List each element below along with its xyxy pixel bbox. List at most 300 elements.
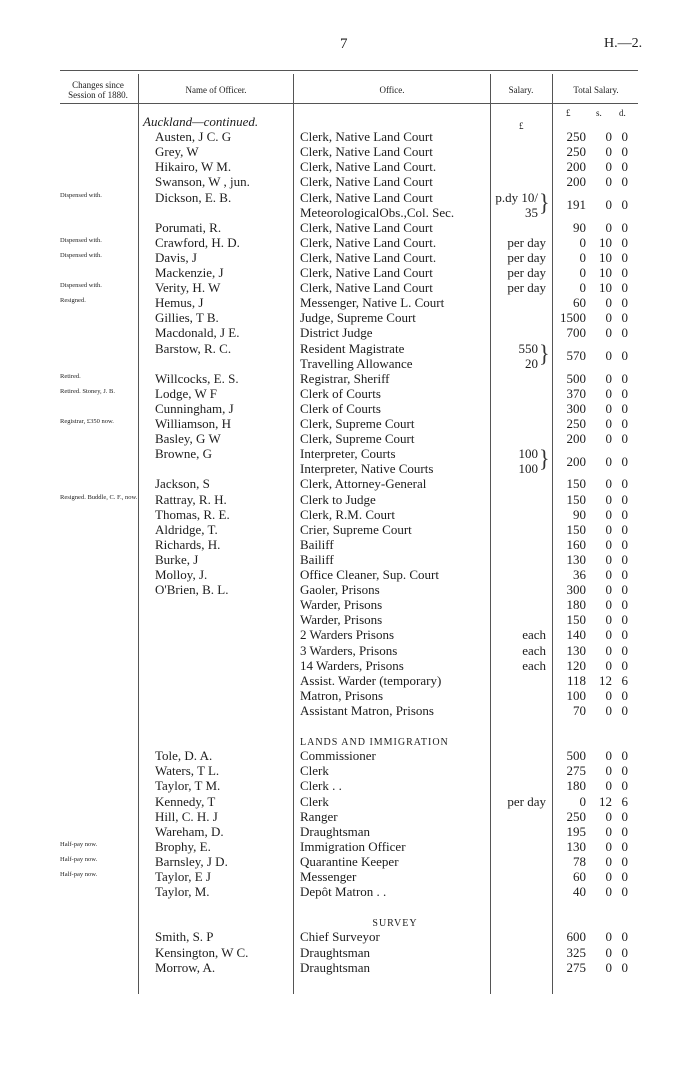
salary-value: each	[522, 657, 546, 673]
total-pounds: 150	[566, 491, 586, 507]
office-title: Crier, Supreme Court	[300, 521, 412, 537]
officer-name: Dickson, E. B.	[155, 189, 232, 205]
office-title: 14 Warders, Prisons	[300, 657, 404, 673]
table-row	[0, 884, 700, 899]
total-shillings: 0	[605, 325, 612, 341]
column-header-office: Office.	[379, 85, 405, 95]
total-shillings: 0	[605, 567, 612, 582]
total-pence: 0	[621, 551, 628, 567]
total-pounds: 60	[573, 869, 586, 884]
total-pence: 0	[621, 657, 628, 673]
salary-unit: £	[519, 121, 524, 131]
office-title: Clerk, Native Land Court	[300, 144, 433, 160]
total-pounds: 78	[573, 853, 586, 869]
pence-unit: d.	[619, 108, 626, 118]
total-pounds: 160	[566, 536, 586, 552]
table-row	[0, 265, 700, 280]
officer-name: Kensington, W C.	[155, 944, 249, 960]
total-pence: 0	[621, 144, 628, 160]
table-row	[0, 839, 700, 854]
column-header-salary: Salary.	[508, 85, 534, 95]
salary-value: 100	[518, 446, 538, 462]
salary-value: per day	[507, 793, 546, 809]
officer-name: Richards, H.	[155, 536, 221, 552]
office-title: Clerk, Supreme Court	[300, 416, 415, 431]
office-title: Matron, Prisons	[300, 687, 384, 703]
total-pounds: 200	[566, 174, 586, 190]
table-row-total	[0, 454, 700, 469]
table-row	[0, 416, 700, 431]
column-header-name: Name of Officer.	[185, 85, 247, 95]
total-pence: 0	[621, 944, 628, 960]
officer-name: Burke, J	[155, 551, 199, 567]
total-shillings: 0	[605, 884, 612, 900]
officer-name: Hill, C. H. J	[155, 808, 218, 824]
office-title: 2 Warders Prisons	[300, 627, 395, 643]
office-title: Quarantine Keeper	[300, 853, 399, 869]
salary-value: each	[522, 642, 546, 658]
total-shillings: 0	[605, 823, 612, 839]
table-row	[0, 386, 700, 401]
officer-name: O'Brien, B. L.	[155, 582, 229, 598]
table-row	[0, 748, 700, 763]
table-row	[0, 552, 700, 567]
total-pence: 0	[621, 348, 628, 364]
office-title: Clerk	[300, 763, 329, 779]
total-shillings: 0	[605, 295, 612, 311]
office-title: Clerk, Native Land Court	[300, 280, 433, 296]
officer-name: Hikairo, W M.	[155, 159, 232, 175]
table-row	[0, 778, 700, 793]
total-pence: 0	[621, 416, 628, 431]
officer-name: Wareham, D.	[155, 823, 224, 839]
section-heading	[0, 114, 700, 129]
pounds-unit: £	[566, 108, 571, 118]
total-pounds: 90	[573, 506, 586, 522]
office-title: District Judge	[300, 325, 373, 341]
total-pounds: 100	[566, 687, 586, 703]
officer-name: Taylor, T M.	[155, 778, 221, 794]
total-pence: 0	[621, 884, 628, 900]
shillings-unit: s.	[596, 108, 602, 118]
table-row	[0, 869, 700, 884]
officer-name: Smith, S. P	[155, 929, 214, 945]
salary-value: 20	[525, 355, 538, 371]
table-row	[0, 492, 700, 507]
total-pounds: 275	[566, 763, 586, 779]
total-pounds: 60	[573, 295, 586, 311]
total-pounds: 300	[566, 582, 586, 598]
total-pence: 0	[621, 159, 628, 175]
total-pence: 0	[621, 597, 628, 613]
change-note: Half-pay now.	[60, 855, 98, 863]
total-pence: 0	[621, 853, 628, 869]
total-pounds: 140	[566, 627, 586, 643]
office-title: Clerk, Native Land Court	[300, 219, 433, 235]
salary-value: per day	[507, 249, 546, 265]
total-shillings: 0	[605, 476, 612, 492]
total-pence: 0	[621, 431, 628, 447]
salary-value: per day	[507, 265, 546, 280]
total-pounds: 200	[566, 453, 586, 469]
total-pence: 0	[621, 748, 628, 764]
change-note: Dispensed with.	[60, 236, 102, 244]
table-row-total	[0, 197, 700, 212]
total-pence: 0	[621, 536, 628, 552]
total-pence: 0	[621, 521, 628, 537]
table-row	[0, 371, 700, 386]
office-title: Messenger	[300, 869, 357, 884]
column-header-changes: Changes since Session of 1880.	[68, 80, 128, 100]
total-pence: 0	[621, 838, 628, 854]
total-pounds: 200	[566, 431, 586, 447]
total-pounds: 180	[566, 778, 586, 794]
total-pounds: 325	[566, 944, 586, 960]
officer-name: Willcocks, E. S.	[155, 370, 239, 386]
total-shillings: 0	[605, 642, 612, 658]
officer-name: Molloy, J.	[155, 567, 208, 582]
column-header-total: Total Salary.	[573, 85, 619, 95]
total-shillings: 0	[605, 838, 612, 854]
table-row	[0, 567, 700, 582]
officer-name: Rattray, R. H.	[155, 491, 227, 507]
table-row	[0, 250, 700, 265]
total-pence: 0	[621, 506, 628, 522]
total-pence: 0	[621, 959, 628, 975]
office-title: Clerk, Attorney-General	[300, 476, 427, 492]
total-pounds: 195	[566, 823, 586, 839]
page-number: 7	[340, 36, 348, 52]
total-pence: 0	[621, 476, 628, 492]
table-row	[0, 537, 700, 552]
total-shillings: 0	[605, 219, 612, 235]
total-shillings: 0	[605, 869, 612, 884]
section-title-text: SURVEY	[372, 918, 418, 930]
total-shillings: 0	[605, 778, 612, 794]
section-title-text: LANDS AND IMMIGRATION	[300, 737, 449, 749]
salary-value: each	[522, 627, 546, 643]
office-title: Draughtsman	[300, 944, 371, 960]
office-title: Assist. Warder (temporary)	[300, 672, 442, 688]
total-pence: 0	[621, 197, 628, 213]
total-pounds: 1500	[560, 310, 586, 326]
office-title: Clerk, Supreme Court	[300, 431, 415, 447]
total-pounds: 570	[566, 348, 586, 364]
total-shillings: 0	[605, 400, 612, 416]
change-note: Dispensed with.	[60, 251, 102, 259]
office-title: Clerk, Native Land Court.	[300, 234, 437, 250]
officer-name: Taylor, M.	[155, 884, 210, 900]
table-row	[0, 431, 700, 446]
office-title: Interpreter, Native Courts	[300, 461, 434, 477]
total-shillings: 10	[599, 234, 612, 250]
office-title: Clerk, Native Land Court.	[300, 249, 437, 265]
change-note: Half-pay now.	[60, 871, 98, 878]
officer-name: Kennedy, T	[155, 793, 216, 809]
office-title: Clerk, Native Land Court	[300, 174, 433, 190]
total-shillings: 10	[599, 265, 612, 280]
change-note: Dispensed with.	[60, 282, 102, 290]
officer-name: Browne, G	[155, 446, 213, 462]
total-pounds: 0	[579, 793, 586, 809]
total-shillings: 0	[605, 431, 612, 447]
total-shillings: 0	[605, 808, 612, 824]
total-shillings: 0	[605, 453, 612, 469]
total-pounds: 0	[579, 280, 586, 296]
total-pounds: 200	[566, 159, 586, 175]
total-pence: 0	[621, 219, 628, 235]
total-pence: 0	[621, 295, 628, 311]
office-title: Depôt Matron . .	[300, 884, 387, 900]
table-row	[0, 703, 700, 718]
total-pounds: 250	[566, 129, 586, 145]
salary-value: 35	[525, 204, 538, 220]
total-shillings: 0	[605, 310, 612, 326]
table-row	[0, 174, 700, 189]
total-pounds: 90	[573, 219, 586, 235]
total-pounds: 40	[573, 884, 586, 900]
total-shillings: 0	[605, 416, 612, 431]
table-row	[0, 658, 700, 673]
total-shillings: 0	[605, 929, 612, 945]
total-pounds: 500	[566, 370, 586, 386]
table-row	[0, 612, 700, 627]
total-pounds: 0	[579, 249, 586, 265]
table-row-total	[0, 348, 700, 363]
office-title: Office Cleaner, Sup. Court	[300, 567, 439, 582]
officer-name: Aldridge, T.	[155, 521, 218, 537]
total-pounds: 300	[566, 400, 586, 416]
total-pence: 0	[621, 400, 628, 416]
office-title: Ranger	[300, 808, 338, 824]
table-row	[0, 794, 700, 809]
total-shillings: 0	[605, 129, 612, 145]
officer-name: Hemus, J	[155, 295, 204, 311]
total-pence: 0	[621, 582, 628, 598]
salary-value: 550	[518, 340, 538, 356]
total-shillings: 0	[605, 348, 612, 364]
officer-name: Williamson, H	[155, 416, 232, 431]
total-shillings: 0	[605, 853, 612, 869]
table-row	[0, 960, 700, 975]
officer-name: Thomas, R. E.	[155, 506, 230, 522]
table-row	[0, 476, 700, 491]
salary-value: 100	[518, 461, 538, 477]
total-pence: 0	[621, 778, 628, 794]
total-pence: 0	[621, 491, 628, 507]
total-shillings: 0	[605, 763, 612, 779]
table-row	[0, 159, 700, 174]
total-pounds: 180	[566, 597, 586, 613]
officer-name: Basley, G W	[155, 431, 221, 447]
total-pence: 0	[621, 642, 628, 658]
total-shillings: 10	[599, 280, 612, 296]
table-row	[0, 507, 700, 522]
total-shillings: 0	[605, 491, 612, 507]
total-shillings: 0	[605, 551, 612, 567]
office-title: Bailiff	[300, 551, 334, 567]
officer-name: Mackenzie, J	[155, 265, 224, 280]
total-pounds: 150	[566, 612, 586, 628]
office-title: 3 Warders, Prisons	[300, 642, 398, 658]
total-shillings: 0	[605, 687, 612, 703]
total-pence: 0	[621, 385, 628, 401]
total-pence: 0	[621, 567, 628, 582]
officer-name: Waters, T L.	[155, 763, 220, 779]
total-pence: 0	[621, 249, 628, 265]
officer-name: Tole, D. A.	[155, 748, 213, 764]
table-row	[0, 673, 700, 688]
total-shillings: 0	[605, 582, 612, 598]
office-title: Clerk, R.M. Court	[300, 506, 395, 522]
table-row	[0, 522, 700, 537]
table-row	[0, 763, 700, 778]
total-pence: 6	[621, 672, 628, 688]
table-row	[0, 220, 700, 235]
total-pounds: 250	[566, 144, 586, 160]
total-pounds: 0	[579, 265, 586, 280]
officer-name: Jackson, S	[155, 476, 210, 492]
total-shillings: 0	[605, 597, 612, 613]
total-shillings: 10	[599, 249, 612, 265]
officer-name: Verity, H. W	[155, 280, 221, 296]
office-title: Clerk to Judge	[300, 491, 376, 507]
table-row	[0, 129, 700, 144]
office-title: Clerk	[300, 793, 329, 809]
total-pounds: 70	[573, 702, 586, 718]
total-pounds: 191	[566, 197, 586, 213]
officer-name: Brophy, E.	[155, 838, 211, 854]
total-pence: 0	[621, 612, 628, 628]
total-pence: 0	[621, 280, 628, 296]
table-row	[0, 643, 700, 658]
table-row	[0, 809, 700, 824]
total-pence: 0	[621, 174, 628, 190]
total-pounds: 120	[566, 657, 586, 673]
office-title: Messenger, Native L. Court	[300, 295, 445, 311]
office-title: Clerk . .	[300, 778, 342, 794]
office-title: Gaoler, Prisons	[300, 582, 380, 598]
total-shillings: 0	[605, 944, 612, 960]
officer-name: Barnsley, J D.	[155, 853, 228, 869]
total-pence: 0	[621, 869, 628, 884]
office-title: Commissioner	[300, 748, 376, 764]
officer-name: Davis, J	[155, 249, 197, 265]
total-pence: 0	[621, 234, 628, 250]
table-row	[0, 235, 700, 250]
officer-name: Gillies, T B.	[155, 310, 219, 326]
table-row	[0, 597, 700, 612]
total-pence: 0	[621, 265, 628, 280]
table-row	[0, 929, 700, 944]
officer-name: Grey, W	[155, 144, 199, 160]
total-shillings: 0	[605, 370, 612, 386]
total-pence: 0	[621, 929, 628, 945]
office-title: Judge, Supreme Court	[300, 310, 416, 326]
office-title: Bailiff	[300, 536, 334, 552]
officer-name: Crawford, H. D.	[155, 234, 240, 250]
change-note: Retired. Stoney, J. B.	[60, 387, 116, 395]
office-title: MeteorologicalObs.,Col. Sec.	[300, 204, 455, 220]
office-title: Draughtsman	[300, 959, 371, 975]
office-title: Assistant Matron, Prisons	[300, 702, 434, 718]
total-shillings: 0	[605, 536, 612, 552]
office-title: Clerk, Native Land Court	[300, 189, 433, 205]
brace-symbol: }	[539, 188, 550, 216]
table-row	[0, 824, 700, 839]
total-pence: 0	[621, 370, 628, 386]
officer-name: Morrow, A.	[155, 959, 216, 975]
table-row	[0, 280, 700, 295]
office-title: Interpreter, Courts	[300, 446, 396, 462]
total-shillings: 0	[605, 702, 612, 718]
total-pounds: 500	[566, 748, 586, 764]
total-pence: 0	[621, 687, 628, 703]
office-title: Clerk, Native Land Court	[300, 129, 433, 145]
officer-name: Porumati, R.	[155, 219, 222, 235]
table-row	[0, 627, 700, 642]
table-row	[0, 310, 700, 325]
document-code: H.—2.	[604, 36, 643, 51]
total-pounds: 130	[566, 838, 586, 854]
table-row	[0, 144, 700, 159]
total-shillings: 0	[605, 657, 612, 673]
office-title: Clerk of Courts	[300, 400, 381, 416]
total-pounds: 700	[566, 325, 586, 341]
salary-value: per day	[507, 234, 546, 250]
total-shillings: 12	[599, 793, 612, 809]
total-pounds: 250	[566, 416, 586, 431]
total-shillings: 0	[605, 748, 612, 764]
change-note: Resigned. Buddle, C. F., now.	[60, 493, 138, 501]
total-pence: 0	[621, 627, 628, 643]
office-title: Clerk of Courts	[300, 385, 381, 401]
table-row	[0, 688, 700, 703]
office-title: Resident Magistrate	[300, 340, 405, 356]
total-shillings: 0	[605, 174, 612, 190]
total-pounds: 600	[566, 929, 586, 945]
table-row	[0, 582, 700, 597]
total-pounds: 150	[566, 476, 586, 492]
table-row	[0, 945, 700, 960]
office-title: Clerk, Native Land Court	[300, 265, 433, 280]
total-shillings: 0	[605, 627, 612, 643]
table-row	[0, 854, 700, 869]
brace-symbol: }	[539, 444, 550, 473]
heading-text: Auckland—continued.	[143, 114, 259, 129]
total-pounds: 130	[566, 642, 586, 658]
total-pence: 0	[621, 310, 628, 326]
change-note: Registrar, £350 now.	[60, 418, 114, 425]
total-shillings: 0	[605, 385, 612, 401]
office-title: Warder, Prisons	[300, 612, 383, 628]
officer-name: Taylor, E J	[155, 869, 211, 884]
total-pence: 0	[621, 129, 628, 145]
officer-name: Swanson, W , jun.	[155, 174, 250, 190]
total-shillings: 0	[605, 144, 612, 160]
total-pounds: 36	[573, 567, 586, 582]
table-row	[0, 401, 700, 416]
total-pence: 0	[621, 763, 628, 779]
change-note: Half-pay now.	[60, 840, 98, 848]
total-pounds: 370	[566, 385, 586, 401]
change-note: Retired.	[60, 372, 81, 380]
total-pounds: 150	[566, 521, 586, 537]
officer-name: Macdonald, J E.	[155, 325, 240, 341]
office-title: Immigration Officer	[300, 838, 406, 854]
total-shillings: 0	[605, 159, 612, 175]
salary-value: p.dy 10/	[495, 189, 538, 205]
